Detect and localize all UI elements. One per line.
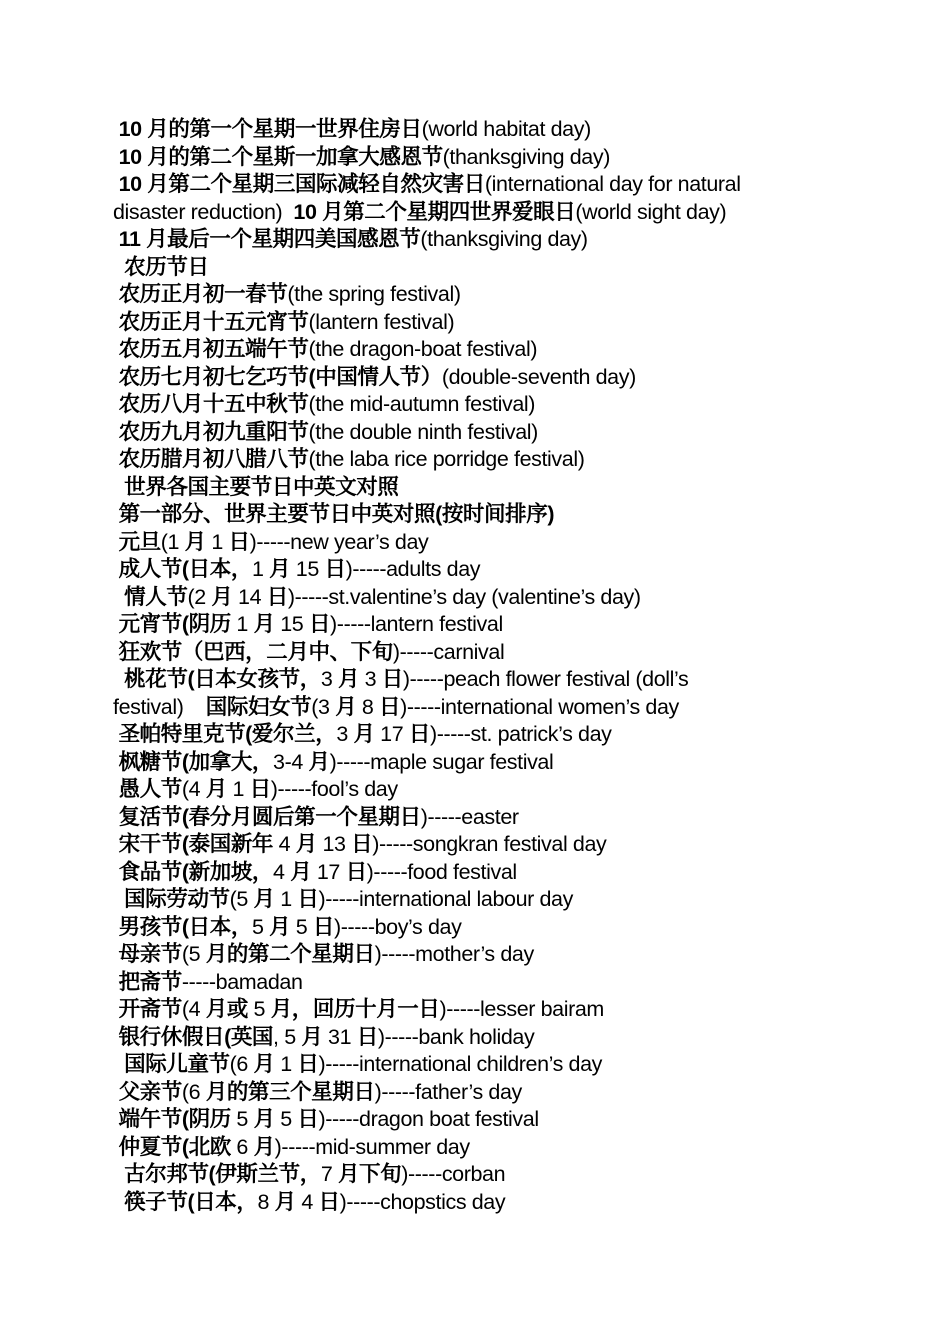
text-segment: (4 bbox=[181, 777, 206, 801]
bold-text-segment: 月 bbox=[253, 887, 275, 911]
text-line bbox=[113, 941, 843, 969]
text-line bbox=[113, 309, 843, 337]
bold-text-segment: 月 bbox=[301, 1024, 323, 1049]
bold-text-segment: 月或 bbox=[205, 997, 248, 1021]
text-line bbox=[113, 804, 843, 832]
bold-text-segment: 月 bbox=[274, 1189, 296, 1214]
bold-text-segment: 月，回历十月一日 bbox=[270, 997, 440, 1021]
text-segment: (6 bbox=[181, 1079, 206, 1104]
text-line bbox=[113, 446, 843, 474]
text-line bbox=[113, 1134, 843, 1162]
bold-text-segment: 月下旬 bbox=[337, 1162, 402, 1186]
bold-text-segment: 元旦 bbox=[113, 529, 161, 554]
text-segment: 17 bbox=[311, 859, 346, 884]
text-segment: , 5 bbox=[273, 1024, 302, 1049]
text-segment: (world sight day) bbox=[575, 199, 727, 224]
text-segment: 4 bbox=[295, 1189, 319, 1214]
text-line bbox=[113, 996, 843, 1024]
text-segment: (lantern festival) bbox=[308, 309, 455, 334]
text-segment: 1 bbox=[230, 612, 254, 636]
bold-text-segment: 月 bbox=[253, 1134, 275, 1159]
bold-text-segment: 筷子节(日本， bbox=[113, 1189, 258, 1214]
bold-text-segment: 月 bbox=[205, 777, 227, 801]
text-line bbox=[113, 556, 843, 584]
text-line bbox=[113, 694, 843, 722]
text-segment: 15 bbox=[274, 612, 309, 636]
text-line bbox=[113, 501, 843, 529]
text-segment: )-----fool’s day bbox=[270, 777, 398, 801]
text-segment: 31 bbox=[322, 1024, 357, 1049]
bold-text-segment: 农历腊月初八腊八节 bbox=[113, 447, 309, 471]
bold-text-segment: 农历正月初一春节 bbox=[113, 282, 288, 306]
bold-text-segment: 元宵节(阴历 bbox=[113, 612, 231, 636]
bold-text-segment: 父亲节 bbox=[113, 1079, 182, 1104]
bold-text-segment: 第一部分、世界主要节日中英对照(按时间排序) bbox=[113, 502, 555, 526]
text-line bbox=[113, 1079, 843, 1107]
text-segment: )-----boy’s day bbox=[334, 914, 462, 939]
text-line bbox=[113, 666, 843, 694]
text-line bbox=[113, 584, 843, 612]
text-segment: )-----mid-summer day bbox=[274, 1134, 470, 1159]
text-segment: 1 bbox=[226, 777, 250, 801]
bold-text-segment: 日 bbox=[297, 1107, 319, 1131]
text-line bbox=[113, 611, 843, 639]
text-segment: )-----international labour day bbox=[318, 887, 573, 911]
text-segment: )-----songkran festival day bbox=[372, 832, 607, 856]
text-segment: )-----lantern festival bbox=[330, 612, 503, 636]
text-segment: (the dragon-boat festival) bbox=[308, 337, 538, 361]
text-segment: )-----lesser bairam bbox=[439, 997, 604, 1021]
bold-text-segment: 日 bbox=[351, 832, 373, 856]
bold-text-segment: 日 bbox=[312, 914, 335, 939]
bold-text-segment: 10 月第二个星期四世界爱眼日 bbox=[293, 199, 576, 224]
text-segment: )-----carnival bbox=[392, 639, 505, 664]
text-line bbox=[113, 281, 843, 309]
text-line bbox=[113, 1106, 843, 1134]
text-segment: 1 bbox=[251, 557, 270, 581]
bold-text-segment: 10 月的第一个星期一世界住房日 bbox=[113, 117, 422, 141]
text-segment: (6 bbox=[229, 1052, 254, 1076]
bold-text-segment: 月 bbox=[211, 584, 233, 609]
text-segment: 17 bbox=[374, 722, 409, 746]
bold-text-segment: 月 bbox=[269, 557, 291, 581]
text-segment: 13 bbox=[316, 832, 352, 856]
text-line bbox=[113, 336, 843, 364]
text-line bbox=[113, 969, 843, 997]
bold-text-segment: 10 月的第二个星斯一加拿大感恩节 bbox=[113, 144, 443, 169]
text-line bbox=[113, 171, 843, 199]
bold-text-segment: 日 bbox=[318, 1189, 340, 1214]
text-segment: 5 bbox=[274, 1107, 298, 1131]
text-segment: (3 bbox=[311, 694, 336, 719]
bold-text-segment: 银行休假日(英国 bbox=[113, 1024, 274, 1049]
text-segment: 4 bbox=[273, 859, 291, 884]
text-segment: festival) bbox=[113, 694, 206, 719]
text-segment: (thanksgiving day) bbox=[442, 144, 610, 169]
text-segment: 3 bbox=[359, 667, 382, 691]
bold-text-segment: 日 bbox=[381, 667, 403, 691]
bold-text-segment: 10 月第二个星期三国际减轻自然灾害日 bbox=[113, 172, 485, 196]
text-segment: (the laba rice porridge festival) bbox=[308, 447, 585, 471]
bold-text-segment: 日 bbox=[266, 584, 288, 609]
text-segment: )-----father’s day bbox=[374, 1079, 522, 1104]
text-line bbox=[113, 914, 843, 942]
text-line bbox=[113, 364, 843, 392]
text-line bbox=[113, 831, 843, 859]
bold-text-segment: 日 bbox=[228, 529, 250, 554]
text-segment: 1 bbox=[274, 1052, 298, 1076]
text-segment: )-----dragon boat festival bbox=[318, 1107, 539, 1131]
bold-text-segment: 宋干节(泰国新年 bbox=[113, 832, 274, 856]
text-segment: (5 bbox=[229, 887, 254, 911]
text-segment: (world habitat day) bbox=[421, 117, 591, 141]
text-segment: (international day for natural bbox=[484, 172, 741, 196]
bold-text-segment: 日 bbox=[345, 859, 367, 884]
bold-text-segment: 日 bbox=[297, 1052, 319, 1076]
text-line bbox=[113, 886, 843, 914]
bold-text-segment: 开斋节 bbox=[113, 997, 182, 1021]
text-line bbox=[113, 859, 843, 887]
bold-text-segment: 古尔邦节(伊斯兰节， bbox=[113, 1162, 321, 1186]
text-segment: )-----chopstics day bbox=[339, 1189, 506, 1214]
text-segment: 3 bbox=[336, 722, 354, 746]
bold-text-segment: 月 bbox=[253, 1107, 275, 1131]
bold-text-segment: 成人节(日本， bbox=[113, 557, 252, 581]
text-line bbox=[113, 116, 843, 144]
text-segment: 5 bbox=[247, 997, 271, 1021]
text-segment: 8 bbox=[257, 1189, 275, 1214]
text-line bbox=[113, 1024, 843, 1052]
text-segment: 7 bbox=[320, 1162, 338, 1186]
text-segment: )-----bank holiday bbox=[377, 1024, 535, 1049]
text-segment: 1 bbox=[274, 887, 298, 911]
text-segment: )-----corban bbox=[401, 1162, 506, 1186]
bold-text-segment: 月 bbox=[335, 694, 357, 719]
bold-text-segment: 农历节日 bbox=[113, 254, 209, 279]
text-segment: )-----peach flower festival (doll’s bbox=[402, 667, 689, 691]
text-segment: 3-4 bbox=[273, 749, 309, 774]
text-segment: )-----international children’s day bbox=[318, 1052, 603, 1076]
bold-text-segment: 月 bbox=[290, 859, 312, 884]
text-segment: 4 bbox=[273, 832, 296, 856]
text-segment: (thanksgiving day) bbox=[420, 227, 588, 251]
bold-text-segment: 月 bbox=[253, 612, 275, 636]
bold-text-segment: 农历五月初五端午节 bbox=[113, 337, 309, 361]
bold-text-segment: 日 bbox=[297, 887, 319, 911]
bold-text-segment: 月 bbox=[295, 832, 317, 856]
bold-text-segment: 日 bbox=[308, 612, 331, 636]
bold-text-segment: 桃花节(日本女孩节， bbox=[113, 667, 321, 691]
bold-text-segment: 食品节(新加坡， bbox=[113, 859, 274, 884]
text-segment: )-----st.valentine’s day (valentine’s day) bbox=[287, 584, 641, 609]
bold-text-segment: 把斋节 bbox=[113, 969, 182, 994]
bold-text-segment: 11 月最后一个星期四美国感恩节 bbox=[113, 227, 421, 251]
bold-text-segment: 端午节(阴历 bbox=[113, 1107, 231, 1131]
text-line bbox=[113, 391, 843, 419]
text-segment: (the spring festival) bbox=[287, 282, 461, 306]
text-segment: (4 bbox=[181, 997, 206, 1021]
text-line bbox=[113, 529, 843, 557]
text-segment: 5 bbox=[251, 914, 270, 939]
bold-text-segment: 月 bbox=[184, 529, 206, 554]
bold-text-segment: 狂欢节（巴西，二月中、下旬 bbox=[113, 639, 393, 664]
bold-text-segment: 月 bbox=[353, 722, 375, 746]
text-line bbox=[113, 144, 843, 172]
text-segment: 6 bbox=[230, 1134, 254, 1159]
text-segment: )-----new year’s day bbox=[249, 529, 429, 554]
text-segment: (5 bbox=[181, 942, 206, 966]
text-line bbox=[113, 474, 843, 502]
text-segment: -----bamadan bbox=[181, 969, 303, 994]
text-segment: (the double ninth festival) bbox=[308, 419, 538, 444]
text-segment: 5 bbox=[290, 914, 313, 939]
text-segment: 3 bbox=[320, 667, 338, 691]
text-segment: 5 bbox=[230, 1107, 254, 1131]
text-segment: )-----adults day bbox=[345, 557, 481, 581]
bold-text-segment: 愚人节 bbox=[113, 777, 182, 801]
bold-text-segment: 日 bbox=[379, 694, 401, 719]
text-segment: 1 bbox=[205, 529, 229, 554]
bold-text-segment: 枫糖节(加拿大， bbox=[113, 749, 274, 774]
text-line bbox=[113, 419, 843, 447]
text-line bbox=[113, 721, 843, 749]
text-line bbox=[113, 199, 843, 227]
text-segment: disaster reduction) bbox=[113, 199, 294, 224]
bold-text-segment: 仲夏节(北欧 bbox=[113, 1134, 231, 1159]
bold-text-segment: 月 bbox=[253, 1052, 275, 1076]
text-line bbox=[113, 226, 843, 254]
bold-text-segment: 世界各国主要节日中英文对照 bbox=[113, 474, 399, 499]
bold-text-segment: 农历八月十五中秋节 bbox=[113, 392, 309, 416]
text-segment: )-----food festival bbox=[366, 859, 517, 884]
bold-text-segment: 圣帕特里克节(爱尔兰， bbox=[113, 722, 337, 746]
text-segment: )-----maple sugar festival bbox=[329, 749, 554, 774]
text-segment: (2 bbox=[187, 584, 212, 609]
bold-text-segment: 国际儿童节 bbox=[113, 1052, 230, 1076]
bold-text-segment: 日 bbox=[408, 722, 430, 746]
bold-text-segment: 复活节(春分月圆后第一个星期日 bbox=[113, 804, 421, 829]
bold-text-segment: 国际劳动节 bbox=[113, 887, 230, 911]
text-segment: )-----easter bbox=[420, 804, 519, 829]
text-segment: )-----international women’s day bbox=[400, 694, 679, 719]
text-line bbox=[113, 776, 843, 804]
bold-text-segment: 农历九月初九重阳节 bbox=[113, 419, 309, 444]
text-segment: 14 bbox=[232, 584, 267, 609]
text-line bbox=[113, 639, 843, 667]
bold-text-segment: 农历七月初七乞巧节(中国情人节） bbox=[113, 364, 442, 389]
bold-text-segment: 日 bbox=[324, 557, 346, 581]
bold-text-segment: 母亲节 bbox=[113, 942, 182, 966]
text-segment: )-----st. patrick’s day bbox=[429, 722, 612, 746]
bold-text-segment: 月 bbox=[269, 914, 291, 939]
bold-text-segment: 国际妇女节 bbox=[205, 694, 312, 719]
bold-text-segment: 月的第三个星期日 bbox=[205, 1079, 375, 1104]
text-segment: 15 bbox=[290, 557, 325, 581]
document-body bbox=[113, 116, 843, 1216]
text-segment: 8 bbox=[356, 694, 380, 719]
bold-text-segment: 男孩节(日本， bbox=[113, 914, 252, 939]
text-segment: )-----mother’s day bbox=[374, 942, 534, 966]
bold-text-segment: 月的第二个星期日 bbox=[205, 942, 375, 966]
bold-text-segment: 月 bbox=[337, 667, 360, 691]
bold-text-segment: 月 bbox=[308, 749, 330, 774]
bold-text-segment: 农历正月十五元宵节 bbox=[113, 309, 309, 334]
text-line bbox=[113, 1189, 843, 1217]
bold-text-segment: 日 bbox=[356, 1024, 378, 1049]
bold-text-segment: 情人节 bbox=[113, 584, 188, 609]
bold-text-segment: 日 bbox=[249, 777, 271, 801]
text-line bbox=[113, 1161, 843, 1189]
text-line bbox=[113, 749, 843, 777]
text-segment: (double-seventh day) bbox=[441, 364, 636, 389]
text-line bbox=[113, 254, 843, 282]
text-segment: (1 bbox=[160, 529, 185, 554]
text-segment: (the mid-autumn festival) bbox=[308, 392, 536, 416]
text-line bbox=[113, 1051, 843, 1079]
